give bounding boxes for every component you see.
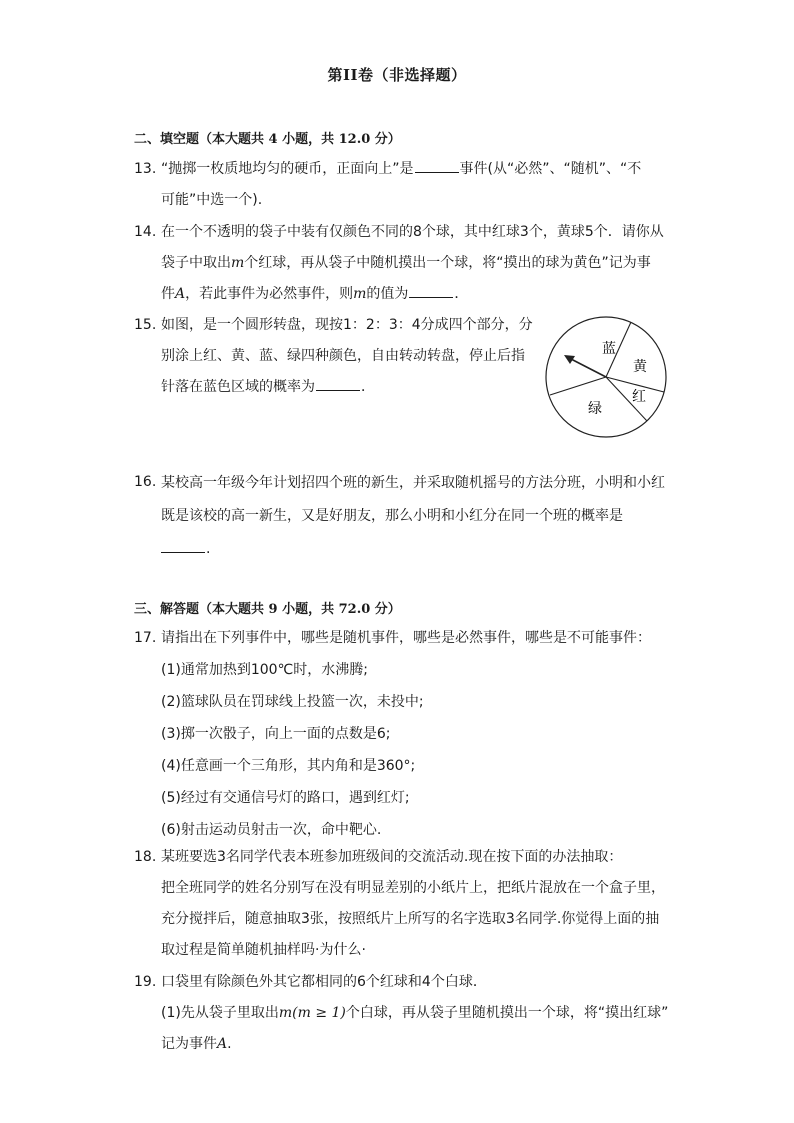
question-line: 口袋里有除颜色外其它都相同的6个红球和4个白球． bbox=[161, 974, 487, 990]
label-green: 绿 bbox=[588, 401, 602, 417]
variable-m: m bbox=[353, 286, 367, 302]
variable-m: m bbox=[231, 255, 245, 271]
condition: (m ≥ 1) bbox=[292, 1005, 346, 1021]
section-heading-fill-in: 二、填空题（本大题共 4 小题，共 12.0 分） bbox=[134, 132, 401, 147]
question-line: 针落在蓝色区域的概率为 ． bbox=[161, 372, 544, 403]
question-number: 13. bbox=[134, 161, 157, 177]
spinner-figure bbox=[544, 315, 668, 439]
sub-question: 记为事件A. bbox=[161, 1036, 232, 1052]
question-line: 件A，若此事件为必然事件，则m的值为 ． bbox=[161, 279, 670, 310]
question-line: 在一个不透明的袋子中装有仅颜色不同的8个球，其中红球3个，黄球5个．请你从 bbox=[161, 224, 664, 240]
question-number: 17. bbox=[134, 630, 157, 646]
question-line: 别涂上红、黄、蓝、绿四种颜色，自由转动转盘，停止后指 bbox=[161, 348, 525, 364]
question-14 bbox=[134, 217, 670, 310]
question-line: 充分搅拌后，随意抽取3张，按照纸片上所写的名字选取3名同学.你觉得上面的抽 bbox=[161, 911, 660, 927]
answer-blank[interactable] bbox=[415, 157, 459, 173]
event-item: (3)掷一次骰子，向上一面的点数是6; bbox=[161, 726, 391, 742]
question-15 bbox=[134, 310, 544, 403]
event-item: (6)射击运动员射击一次，命中靶心. bbox=[161, 822, 382, 838]
question-18 bbox=[134, 842, 670, 966]
question-line: 某班要选3名同学代表本班参加班级间的交流活动.现在按下面的办法抽取： bbox=[161, 849, 623, 865]
question-line: 既是该校的高一新生，又是好朋友，那么小明和小红分在同一个班的概率是 bbox=[161, 508, 623, 524]
question-16 bbox=[134, 467, 670, 566]
question-line: 某校高一年级今年计划招四个班的新生，并采取随机摇号的方法分班，小明和小红 bbox=[161, 475, 665, 491]
question-number: 15. bbox=[134, 317, 157, 333]
section-heading-solve: 三、解答题（本大题共 9 小题，共 72.0 分） bbox=[134, 602, 401, 617]
question-13 bbox=[134, 154, 670, 216]
question-number: 16. bbox=[134, 474, 157, 490]
question-17 bbox=[134, 622, 670, 846]
answer-blank[interactable] bbox=[161, 537, 205, 553]
question-19 bbox=[134, 967, 670, 1060]
event-item: (1)通常加热到100℃时，水沸腾; bbox=[161, 662, 368, 678]
question-line: 请指出在下列事件中，哪些是随机事件，哪些是必然事件，哪些是不可能事件： bbox=[161, 630, 651, 646]
label-blue: 蓝 bbox=[602, 341, 616, 357]
label-yellow: 黄 bbox=[633, 359, 647, 375]
label-red: 红 bbox=[632, 389, 646, 405]
page-title: 第II卷（非选择题） bbox=[327, 66, 467, 84]
event-item: (4)任意画一个三角形，其内角和是360°; bbox=[161, 758, 416, 774]
question-number: 14. bbox=[134, 224, 157, 240]
sub-question: (1)先从袋子里取出m(m ≥ 1)个白球，再从袋子里随机摸出一个球，将“摸出红球” bbox=[161, 1005, 669, 1021]
question-number: 19. bbox=[134, 974, 157, 990]
question-line: 如图，是一个圆形转盘，现按1：2：3：4分成四个部分，分 bbox=[161, 317, 533, 333]
event-item: (2)篮球队员在罚球线上投篮一次，未投中; bbox=[161, 694, 424, 710]
variable-m: m bbox=[278, 1005, 293, 1021]
answer-blank[interactable] bbox=[316, 375, 360, 391]
question-line: 把全班同学的姓名分别写在没有明显差别的小纸片上，把纸片混放在一个盒子里， bbox=[161, 880, 665, 896]
question-line: 取过程是简单随机抽样吗·为什么· bbox=[161, 942, 366, 958]
variable-A: A bbox=[217, 1036, 228, 1052]
question-number: 18. bbox=[134, 849, 157, 865]
question-line: 可能”中选一个). bbox=[161, 192, 263, 208]
question-line: “抛掷一枚质地均匀的硬币，正面向上”是 事件(从“必然”、“随机”、“不 bbox=[161, 154, 670, 185]
event-item: (5)经过有交通信号灯的路口，遇到红灯; bbox=[161, 790, 410, 806]
question-line: . bbox=[161, 533, 670, 566]
question-line: 袋子中取出m个红球，再从袋子中随机摸出一个球，将“摸出的球为黄色”记为事 bbox=[161, 255, 651, 271]
answer-blank[interactable] bbox=[409, 282, 453, 298]
variable-A: A bbox=[175, 286, 186, 302]
